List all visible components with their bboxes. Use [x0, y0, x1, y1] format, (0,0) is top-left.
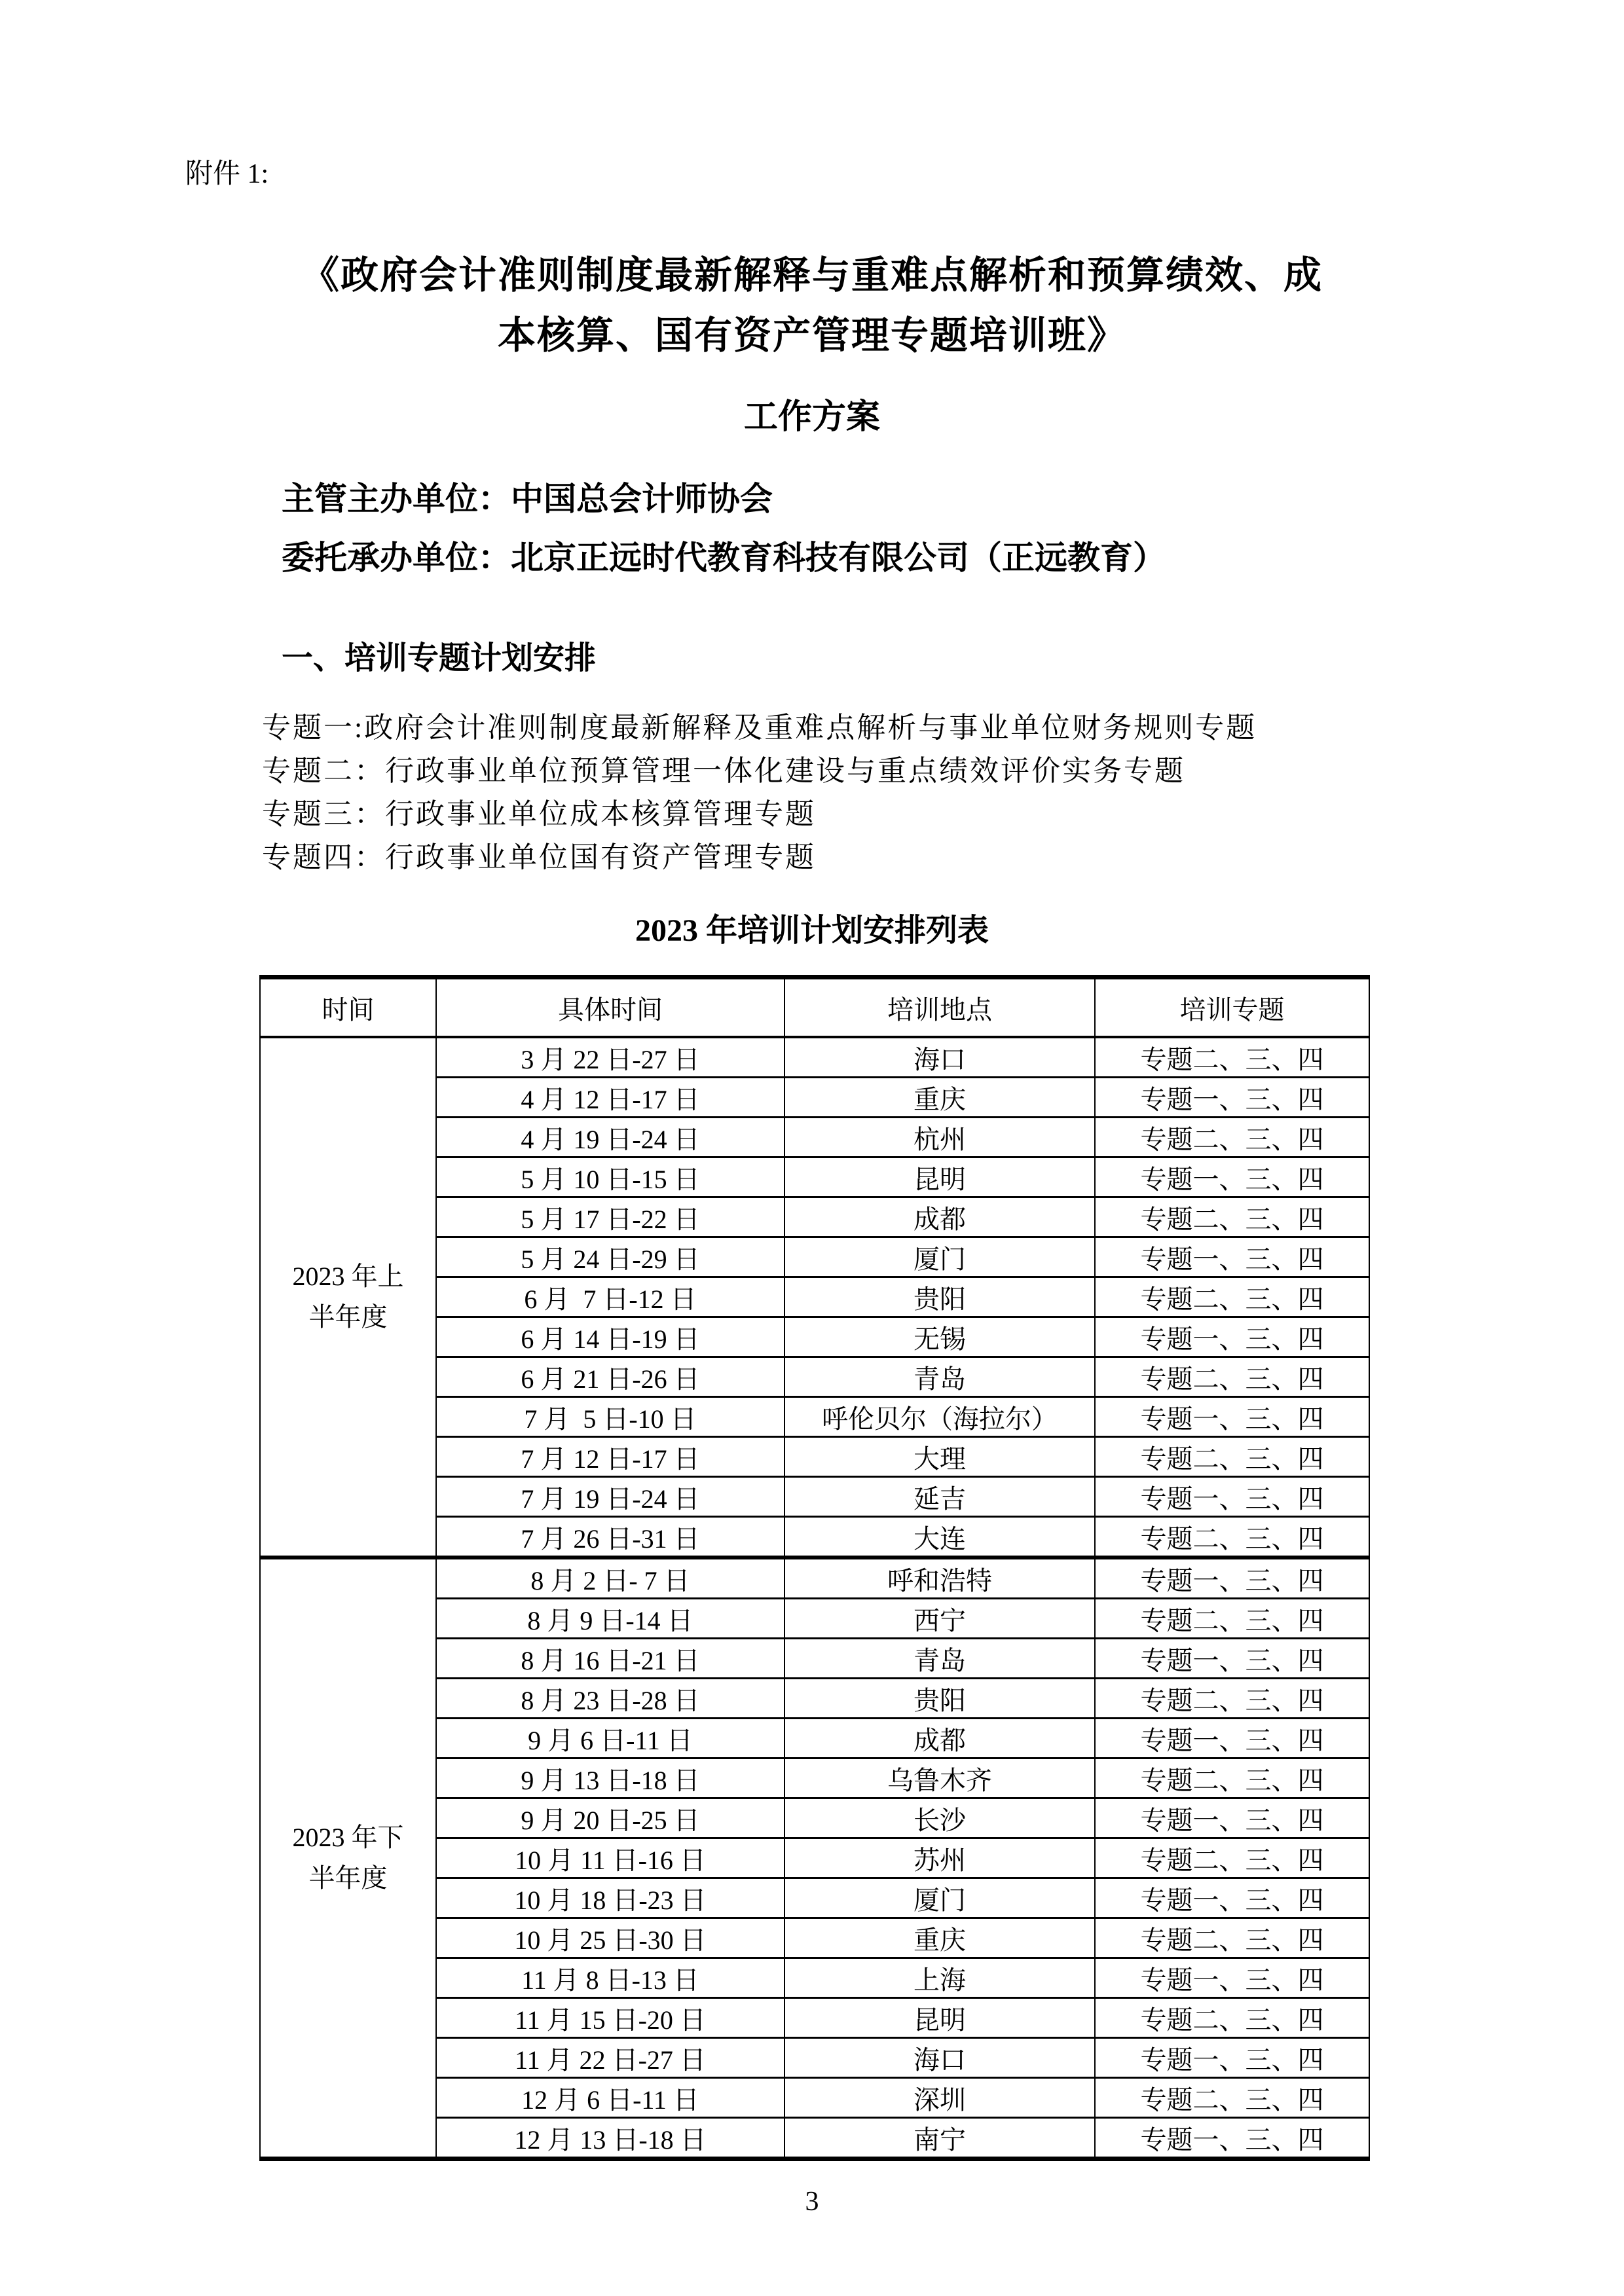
organizer-label: 主管主办单位：	[282, 481, 511, 518]
cell-date: 9 月 20 日-25 日	[436, 1798, 784, 1838]
cell-date: 10 月 11 日-16 日	[436, 1838, 784, 1878]
cell-location: 延吉	[784, 1477, 1095, 1517]
cell-location: 无锡	[784, 1317, 1095, 1357]
cell-date: 12 月 6 日-11 日	[436, 2078, 784, 2118]
cell-date: 11 月 15 日-20 日	[436, 1998, 784, 2038]
cell-date: 7 月 26 日-31 日	[436, 1517, 784, 1558]
cell-date: 11 月 22 日-27 日	[436, 2038, 784, 2078]
cell-date: 7 月 12 日-17 日	[436, 1437, 784, 1477]
cell-topics: 专题二、三、四	[1095, 1437, 1369, 1477]
cell-period	[260, 1558, 436, 2159]
cell-date: 4 月 19 日-24 日	[436, 1118, 784, 1157]
cell-location: 呼和浩特	[784, 1558, 1095, 1599]
cell-topics: 专题一、三、四	[1095, 1317, 1369, 1357]
table-body	[260, 1037, 1369, 2159]
doc-title	[0, 246, 1624, 366]
cell-date: 6 月 7 日-12 日	[436, 1277, 784, 1317]
doc-title-line-2: 本核算、国有资产管理专题培训班》	[497, 314, 1126, 357]
cell-date: 5 月 10 日-15 日	[436, 1157, 784, 1197]
cell-location: 深圳	[784, 2078, 1095, 2118]
cell-topics: 专题一、三、四	[1095, 1719, 1369, 1758]
cell-topics: 专题一、三、四	[1095, 1798, 1369, 1838]
cell-date: 9 月 6 日-11 日	[436, 1719, 784, 1758]
table-header-row	[260, 977, 1369, 1038]
cell-location: 厦门	[784, 1237, 1095, 1277]
cell-date: 12 月 13 日-18 日	[436, 2118, 784, 2159]
topic-item-2: 专题二：行政事业单位预算管理一体化建设与重点绩效评价实务专题	[262, 755, 1185, 788]
cell-location: 南宁	[784, 2118, 1095, 2159]
col-header-time: 时间	[260, 977, 436, 1038]
attachment-label: 附件 1:	[185, 159, 269, 189]
cell-topics: 专题二、三、四	[1095, 1037, 1369, 1078]
cell-date: 5 月 24 日-29 日	[436, 1237, 784, 1277]
organizer-line	[282, 469, 1624, 528]
cell-location: 大理	[784, 1437, 1095, 1477]
cell-topics: 专题二、三、四	[1095, 1599, 1369, 1639]
section-heading: 一、培训专题计划安排	[282, 641, 597, 676]
undertaker-value: 北京正远时代教育科技有限公司（正远教育）	[511, 539, 1166, 577]
cell-location: 乌鲁木齐	[784, 1758, 1095, 1798]
cell-topics: 专题一、三、四	[1095, 2118, 1369, 2159]
undertaker-line	[282, 528, 1624, 587]
undertaker-label: 委托承办单位：	[282, 539, 511, 577]
cell-location: 成都	[784, 1719, 1095, 1758]
cell-location: 西宁	[784, 1599, 1095, 1639]
period-line: 2023 年下	[292, 1823, 404, 1853]
period-line: 2023 年上	[292, 1262, 404, 1292]
period-line: 半年度	[308, 1863, 388, 1893]
cell-topics: 专题一、三、四	[1095, 1477, 1369, 1517]
topic-list	[262, 706, 1624, 879]
cell-topics: 专题二、三、四	[1095, 1357, 1369, 1397]
cell-location: 青岛	[784, 1639, 1095, 1679]
cell-location: 海口	[784, 1037, 1095, 1078]
cell-location: 青岛	[784, 1357, 1095, 1397]
cell-date: 11 月 8 日-13 日	[436, 1958, 784, 1998]
table-title: 2023 年培训计划安排列表	[635, 913, 989, 949]
cell-location: 大连	[784, 1517, 1095, 1558]
page-number: 3	[805, 2187, 819, 2217]
cell-topics: 专题二、三、四	[1095, 1758, 1369, 1798]
cell-date: 6 月 14 日-19 日	[436, 1317, 784, 1357]
table-row	[260, 1037, 1369, 1078]
cell-topics: 专题二、三、四	[1095, 1918, 1369, 1958]
cell-date: 4 月 12 日-17 日	[436, 1078, 784, 1118]
cell-location: 上海	[784, 1958, 1095, 1998]
cell-topics: 专题一、三、四	[1095, 1558, 1369, 1599]
cell-date: 8 月 16 日-21 日	[436, 1639, 784, 1679]
col-header-location: 培训地点	[784, 977, 1095, 1038]
cell-topics: 专题二、三、四	[1095, 1998, 1369, 2038]
cell-topics: 专题二、三、四	[1095, 2078, 1369, 2118]
training-schedule-table	[259, 975, 1370, 2161]
cell-location: 呼伦贝尔（海拉尔）	[784, 1397, 1095, 1437]
cell-topics: 专题一、三、四	[1095, 1878, 1369, 1918]
col-header-specific-time: 具体时间	[436, 977, 784, 1038]
cell-topics: 专题一、三、四	[1095, 1397, 1369, 1437]
cell-topics: 专题一、三、四	[1095, 1237, 1369, 1277]
cell-date: 5 月 17 日-22 日	[436, 1197, 784, 1237]
cell-topics: 专题一、三、四	[1095, 1639, 1369, 1679]
cell-location: 杭州	[784, 1118, 1095, 1157]
cell-location: 厦门	[784, 1878, 1095, 1918]
cell-date: 3 月 22 日-27 日	[436, 1037, 784, 1078]
cell-location: 昆明	[784, 1157, 1095, 1197]
doc-subtitle: 工作方案	[743, 399, 880, 437]
organizer-value: 中国总会计师协会	[511, 481, 773, 518]
cell-topics: 专题二、三、四	[1095, 1118, 1369, 1157]
cell-date: 7 月 19 日-24 日	[436, 1477, 784, 1517]
cell-location: 苏州	[784, 1838, 1095, 1878]
topic-item-1: 专题一:政府会计准则制度最新解释及重难点解析与事业单位财务规则专题	[262, 712, 1257, 744]
cell-date: 10 月 25 日-30 日	[436, 1918, 784, 1958]
cell-topics: 专题二、三、四	[1095, 1679, 1369, 1719]
cell-topics: 专题一、三、四	[1095, 1958, 1369, 1998]
cell-topics: 专题一、三、四	[1095, 1157, 1369, 1197]
cell-period	[260, 1037, 436, 1558]
cell-topics: 专题一、三、四	[1095, 2038, 1369, 2078]
cell-date: 10 月 18 日-23 日	[436, 1878, 784, 1918]
cell-topics: 专题二、三、四	[1095, 1838, 1369, 1878]
col-header-topic: 培训专题	[1095, 977, 1369, 1038]
cell-topics: 专题二、三、四	[1095, 1517, 1369, 1558]
cell-date: 6 月 21 日-26 日	[436, 1357, 784, 1397]
cell-location: 重庆	[784, 1918, 1095, 1958]
doc-title-line-1: 《政府会计准则制度最新解释与重难点解析和预算绩效、成	[301, 254, 1323, 297]
table-row	[260, 1558, 1369, 1599]
organizer-block	[282, 469, 1624, 587]
cell-location: 成都	[784, 1197, 1095, 1237]
cell-date: 7 月 5 日-10 日	[436, 1397, 784, 1437]
cell-location: 昆明	[784, 1998, 1095, 2038]
period-line: 半年度	[308, 1302, 388, 1332]
cell-date: 8 月 2 日- 7 日	[436, 1558, 784, 1599]
cell-location: 贵阳	[784, 1277, 1095, 1317]
cell-topics: 专题二、三、四	[1095, 1277, 1369, 1317]
topic-item-4: 专题四：行政事业单位国有资产管理专题	[262, 841, 816, 874]
cell-topics: 专题一、三、四	[1095, 1078, 1369, 1118]
cell-location: 贵阳	[784, 1679, 1095, 1719]
cell-location: 重庆	[784, 1078, 1095, 1118]
cell-topics: 专题二、三、四	[1095, 1197, 1369, 1237]
cell-date: 8 月 9 日-14 日	[436, 1599, 784, 1639]
topic-item-3: 专题三：行政事业单位成本核算管理专题	[262, 798, 816, 831]
cell-location: 海口	[784, 2038, 1095, 2078]
cell-date: 9 月 13 日-18 日	[436, 1758, 784, 1798]
cell-date: 8 月 23 日-28 日	[436, 1679, 784, 1719]
cell-location: 长沙	[784, 1798, 1095, 1838]
